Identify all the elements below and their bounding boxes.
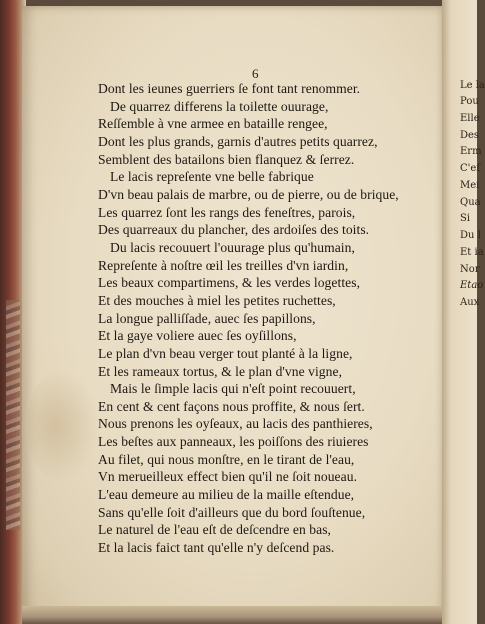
text-line: D'vn beau palais de marbre, ou de pierre, ou de brique, — [98, 186, 399, 202]
text-line: Semblent des batailons bien flanquez & ſerrez. — [98, 151, 355, 167]
adjacent-page-fragment: Mei — [460, 180, 480, 191]
text-line: Le lacis repreſente vne belle fabrique — [110, 169, 314, 185]
text-line: En cent & cent façons nous proffite, & nous ſert. — [98, 398, 365, 414]
text-line: L'eau demeure au milieu de la maille eſtendue, — [98, 487, 355, 503]
text-line: La longue palliſſade, auec ſes papillons, — [98, 310, 316, 326]
text-line: Et les rameaux tortus, & le plan d'vne vigne, — [98, 363, 343, 379]
paper-stain — [28, 371, 98, 481]
text-line: Reſſemble à vne armee en bataille rengee, — [98, 116, 328, 132]
text-line: Et la lacis faict tant qu'elle n'y deſcend pas. — [98, 540, 335, 556]
text-line: Du lacis recouuert l'ouurage plus qu'humain, — [110, 239, 355, 255]
text-line: Vn merueilleux effect bien qu'il ne ſoit noueau. — [98, 469, 358, 485]
text-line: De quarrez differens la toilette ouurage, — [110, 98, 329, 114]
text-line: Au filet, qui nous monſtre, en le tirant de l'eau, — [98, 451, 355, 467]
adjacent-page-fragment: Nor — [460, 264, 480, 275]
text-line: Les beſtes aux panneaux, les poiſſons des riuieres — [98, 434, 369, 450]
text-line: Dont les ieunes guerriers ſe font tant renommer. — [98, 81, 361, 96]
text-line: Et la gaye voliere auec ſes oyſillons, — [98, 328, 297, 344]
poem-text-block — [98, 80, 443, 557]
adjacent-page-fragment: Aux — [460, 297, 480, 308]
text-line: Repreſente à noſtre œil les treilles d'vn iardin, — [98, 257, 349, 273]
marbled-endpaper — [6, 300, 20, 530]
text-line: Le plan d'vn beau verger tout planté à la ligne, — [98, 345, 353, 361]
adjacent-page-fragment: Erm — [460, 146, 482, 157]
text-line: Des quarreaux du plancher, des ardoiſes des toits. — [98, 222, 370, 238]
text-line: Dont les plus grands, garnis d'autres petits quarrez, — [98, 133, 378, 149]
adjacent-page-fragment: C'eſ — [460, 163, 481, 174]
adjacent-page-fragment: Etao — [460, 280, 484, 291]
text-line: Et des mouches à miel les petites ruchettes, — [98, 292, 336, 308]
text-line: Le naturel de l'eau eſt de deſcendre en bas, — [98, 522, 331, 538]
adjacent-page-fragment: Elle — [460, 113, 480, 124]
adjacent-page-fragment: Le la — [460, 80, 485, 91]
adjacent-page-fragment: Si — [460, 213, 471, 224]
text-line: Les beaux compartimens, & les verdes logettes, — [98, 275, 361, 291]
page-number: 6 — [252, 66, 259, 81]
text-line: Sans qu'elle ſoit d'ailleurs que du bord ſouſtenue, — [98, 504, 366, 520]
page-bottom-edge — [22, 606, 444, 624]
text-line: Nous prenons les oyſeaux, au lacis des panthieres, — [98, 416, 373, 432]
text-line: Les quarrez ſont les rangs des feneſtres, parois, — [98, 204, 356, 220]
text-line: Mais le ſimple lacis qui n'eſt point recouuert, — [110, 381, 356, 397]
adjacent-page-fragment: Pou — [460, 96, 479, 107]
adjacent-page — [442, 0, 485, 624]
adjacent-page-fragment: Du l — [460, 230, 481, 241]
adjacent-page-fragment: Qua — [460, 197, 481, 208]
adjacent-page-fragment: Et ia — [460, 247, 484, 258]
adjacent-page-fragment: Des — [460, 130, 480, 141]
